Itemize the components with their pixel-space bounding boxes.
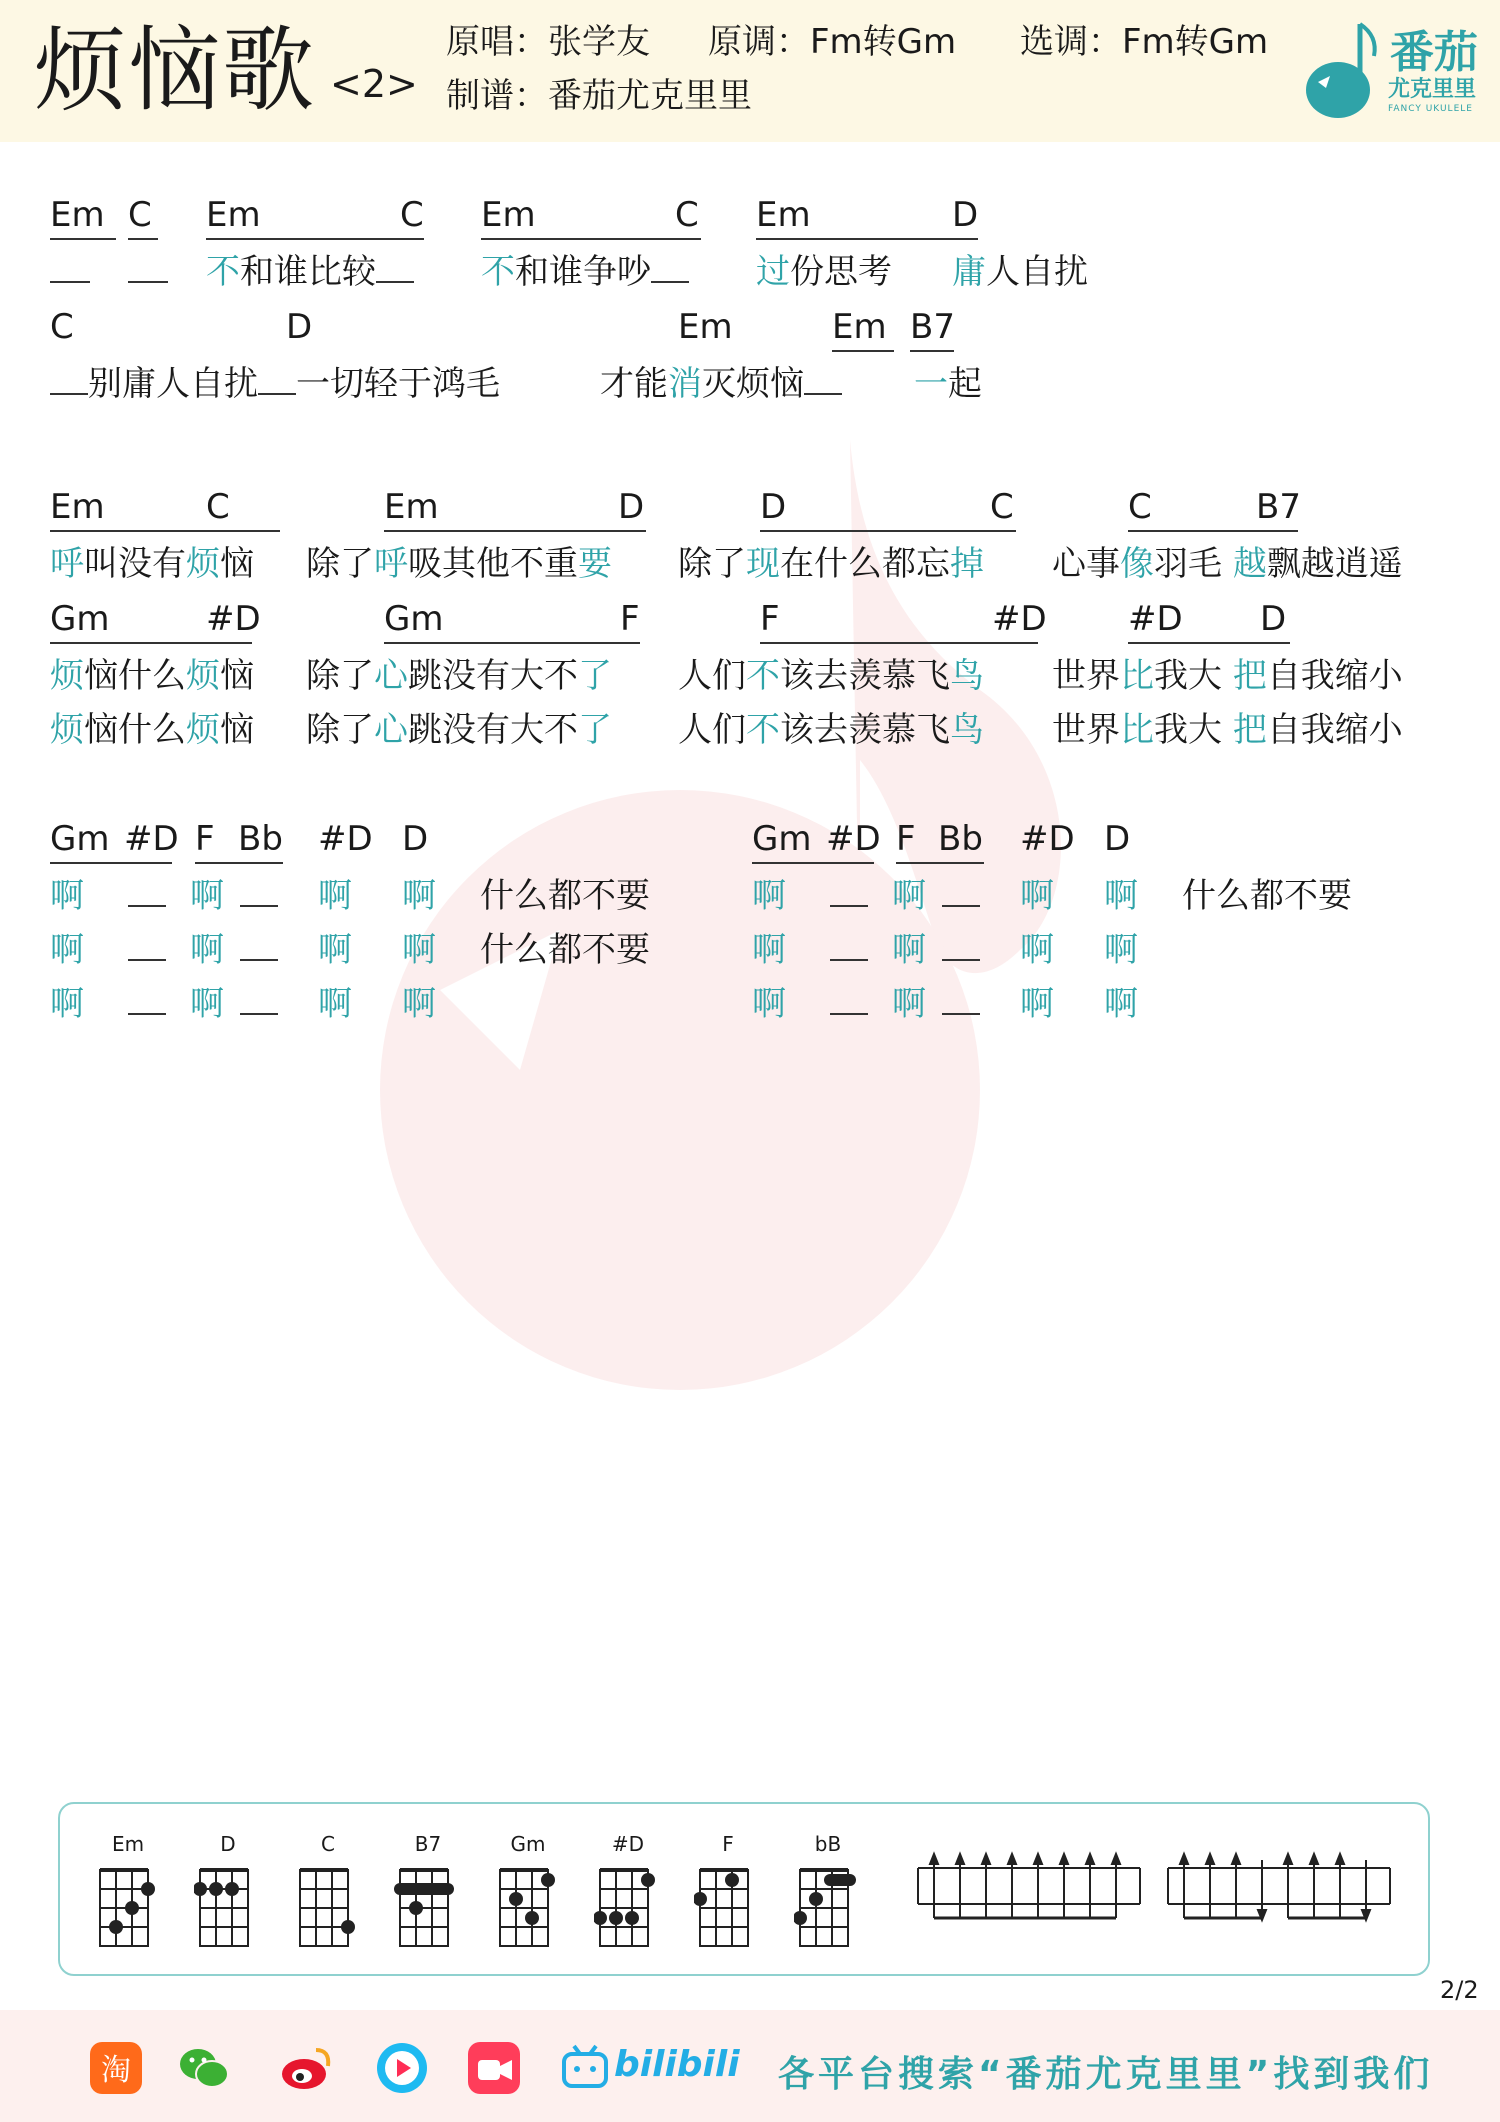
chord-label: D: [952, 195, 979, 235]
lyric-ah: 啊: [1104, 876, 1138, 916]
lyric-phrase: 什么都不要: [480, 876, 650, 916]
lyric-ah: 啊: [1104, 984, 1138, 1024]
lyric-row: [0, 706, 1500, 756]
lyric-ah: 啊: [190, 876, 224, 916]
fretboard-icon: [294, 1864, 362, 1954]
arranger-label: 制谱：番茄尤克里里: [446, 76, 752, 116]
logo-text-cn2: 尤克里里: [1388, 77, 1477, 102]
header: [0, 0, 1500, 142]
chord-label: Bb: [938, 819, 983, 859]
lyric-phrase: 什么都不要: [1182, 876, 1352, 916]
chord-label: D: [760, 484, 1016, 532]
chord-diagram-name: #D: [611, 1832, 645, 1856]
lyric-row: [0, 980, 1500, 1030]
strum-pattern-2: [1166, 1850, 1392, 1926]
lyric-ah: 啊: [402, 930, 436, 970]
lyric-row: [0, 652, 1500, 702]
fretboard-icon: [394, 1864, 462, 1954]
fretboard-icon: [794, 1864, 862, 1954]
lyric-text: 除了呼吸其他不重要: [306, 544, 612, 584]
chord-label: Em: [678, 307, 733, 347]
bilibili-wordmark[interactable]: bilibili: [614, 2044, 740, 2085]
lyric-row: [0, 926, 1500, 976]
chord-diagram-name: D: [220, 1832, 236, 1856]
lyric-ah: 啊: [892, 984, 926, 1024]
chord-label: B7: [910, 304, 954, 352]
logo-text-en: FANCY UKULELE: [1388, 104, 1473, 114]
lyric-ah: 啊: [190, 984, 224, 1024]
chord-row: [0, 596, 1500, 646]
lyric-blank: [830, 926, 868, 974]
lyric-blank: [128, 872, 166, 920]
chord-diagram-name: Gm: [510, 1832, 546, 1856]
song-title: 烦恼歌: [34, 17, 317, 124]
lyric-row: [0, 540, 1500, 590]
chord-label: C: [400, 195, 424, 235]
chord-label: #D: [1020, 819, 1075, 859]
lyric-ah: 啊: [752, 876, 786, 916]
chosen-key-label: 选调：Fm转Gm: [1020, 22, 1269, 62]
lyric-blank: [942, 926, 980, 974]
chord-label: Em: [384, 484, 646, 532]
lyric-ah: 啊: [892, 930, 926, 970]
chord-label: D: [1260, 599, 1287, 639]
chord-label: C: [1128, 484, 1298, 532]
chord-label: Bb: [238, 819, 283, 859]
lyric-ah: 啊: [1020, 984, 1054, 1024]
lyric-blank: [128, 926, 166, 974]
lyric-text: 才能消灭烦恼: [600, 360, 842, 408]
lyric-blank: [128, 248, 168, 296]
chord-label: C: [675, 195, 699, 235]
bilibili-icon[interactable]: [560, 2040, 610, 2096]
taobao-icon[interactable]: [88, 2040, 144, 2096]
chord-label: #D: [124, 819, 179, 859]
chord-row: [0, 816, 1500, 866]
chord-label: Gm: [50, 816, 172, 864]
chord-diagram-name: F: [722, 1832, 734, 1856]
lyric-blank: [240, 926, 278, 974]
chord-diagram-name: Em: [111, 1832, 145, 1856]
lyric-text: 不和谁争吵: [481, 248, 689, 296]
youku-icon[interactable]: [374, 2040, 430, 2096]
tomato-note-icon: [1300, 16, 1386, 126]
lyric-text: 人们不该去羡慕飞鸟: [678, 710, 984, 750]
lyric-text: 别庸人自扰 一切轻于鸿毛: [50, 360, 500, 408]
lyric-ah: 啊: [1104, 930, 1138, 970]
footer: [0, 2010, 1500, 2122]
lyric-ah: 啊: [190, 930, 224, 970]
lyric-ah: 啊: [318, 930, 352, 970]
lyric-text: 世界比我大 把自我缩小: [1052, 656, 1403, 696]
lyric-ah: 啊: [892, 876, 926, 916]
lyric-row: [0, 248, 1500, 298]
chord-row: [0, 484, 1500, 534]
chord-label: F: [620, 599, 640, 639]
lyric-text: 人们不该去羡慕飞鸟: [678, 656, 984, 696]
chord-label: F: [896, 816, 984, 864]
lyric-text: 除了心跳没有大不了: [306, 656, 612, 696]
footer-slogan: 各平台搜索“番茄尤克里里”找到我们: [778, 2054, 1434, 2095]
lyric-ah: 啊: [50, 930, 84, 970]
chord-diagram-name: B7: [414, 1832, 442, 1856]
chord-label: D: [286, 307, 313, 347]
chord-diagram-name: bB: [814, 1832, 842, 1856]
chord-diagram-panel: [58, 1802, 1430, 1976]
lyric-ah: 啊: [50, 984, 84, 1024]
chord-label: Em: [206, 192, 424, 240]
chord-label: F: [760, 596, 1038, 644]
chord-label: C: [50, 307, 74, 347]
chord-label: D: [1104, 819, 1131, 859]
chord-diagram-name: C: [321, 1832, 335, 1856]
lyric-blank: [240, 872, 278, 920]
chord-label: D: [618, 487, 645, 527]
logo-text-cn: 番茄: [1390, 27, 1478, 78]
fretboard-icon: [94, 1864, 162, 1954]
lyric-row: [0, 872, 1500, 922]
lyric-text: 一起: [914, 364, 982, 404]
lyric-text: 庸人自扰: [952, 252, 1088, 292]
chord-label: C: [990, 487, 1014, 527]
chord-label: #D: [206, 599, 261, 639]
svg-text:淘: 淘: [101, 2053, 131, 2088]
fretboard-icon: [494, 1864, 562, 1954]
lyric-ah: 啊: [752, 984, 786, 1024]
chord-label: Em: [50, 192, 116, 240]
chord-label: D: [402, 819, 429, 859]
lyric-blank: [830, 980, 868, 1028]
chord-label: B7: [1256, 487, 1301, 527]
lyric-text: 过份思考: [756, 252, 892, 292]
chord-label: #D: [992, 599, 1047, 639]
original-key-label: 原调：Fm转Gm: [708, 22, 957, 62]
brand-logo: [1300, 16, 1480, 126]
chord-label: Gm: [384, 596, 640, 644]
lyric-ah: 啊: [50, 876, 84, 916]
chord-label: Em: [832, 304, 894, 352]
chord-label: C: [128, 192, 158, 240]
lyric-ah: 啊: [1020, 876, 1054, 916]
weibo-icon[interactable]: [278, 2040, 334, 2096]
page-tag: <2>: [330, 62, 418, 106]
lyric-text: 烦恼什么烦恼: [50, 710, 254, 750]
chord-label: F: [195, 816, 283, 864]
lyric-ah: 啊: [402, 876, 436, 916]
strum-pattern-1: [916, 1850, 1142, 1926]
lyric-ah: 啊: [1020, 930, 1054, 970]
fretboard-icon: [694, 1864, 762, 1954]
kuaishou-icon[interactable]: [466, 2040, 522, 2096]
chord-label: C: [206, 487, 230, 527]
lyric-text: 世界比我大 把自我缩小: [1052, 710, 1403, 750]
lyric-blank: [942, 872, 980, 920]
lyric-text: 烦恼什么烦恼: [50, 656, 254, 696]
chord-label: Em: [481, 192, 701, 240]
lyric-ah: 啊: [318, 984, 352, 1024]
chord-label: Em: [756, 192, 978, 240]
lyric-ah: 啊: [402, 984, 436, 1024]
lyric-text: 不和谁比较: [206, 248, 414, 296]
lyric-text: 心事像羽毛 越飘越逍遥: [1052, 544, 1403, 584]
chord-label: #D: [826, 819, 881, 859]
lyric-row: [0, 360, 1500, 410]
singer-label: 原唱：张学友: [446, 22, 650, 62]
lyric-phrase: 什么都不要: [480, 930, 650, 970]
chord-label: #D: [318, 819, 373, 859]
lyric-blank: [50, 248, 90, 296]
lyric-ah: 啊: [752, 930, 786, 970]
wechat-icon[interactable]: [176, 2040, 232, 2096]
lyric-ah: 啊: [318, 876, 352, 916]
chord-label: #D: [1128, 596, 1290, 644]
lyric-blank: [942, 980, 980, 1028]
page-number: 2/2: [1440, 1976, 1479, 2004]
chord-row: [0, 192, 1500, 242]
lyric-text: 除了心跳没有大不了: [306, 710, 612, 750]
lyric-text: 除了现在什么都忘掉: [678, 544, 984, 584]
chord-row: [0, 304, 1500, 354]
fretboard-icon: [594, 1864, 662, 1954]
lyric-blank: [128, 980, 166, 1028]
fretboard-icon: [194, 1864, 262, 1954]
chord-label: Gm: [752, 816, 874, 864]
lyric-text: 呼叫没有烦恼: [50, 544, 254, 584]
chord-label: Em: [50, 484, 280, 532]
lyric-blank: [830, 872, 868, 920]
chord-label: Gm: [50, 596, 252, 644]
lyric-blank: [240, 980, 278, 1028]
